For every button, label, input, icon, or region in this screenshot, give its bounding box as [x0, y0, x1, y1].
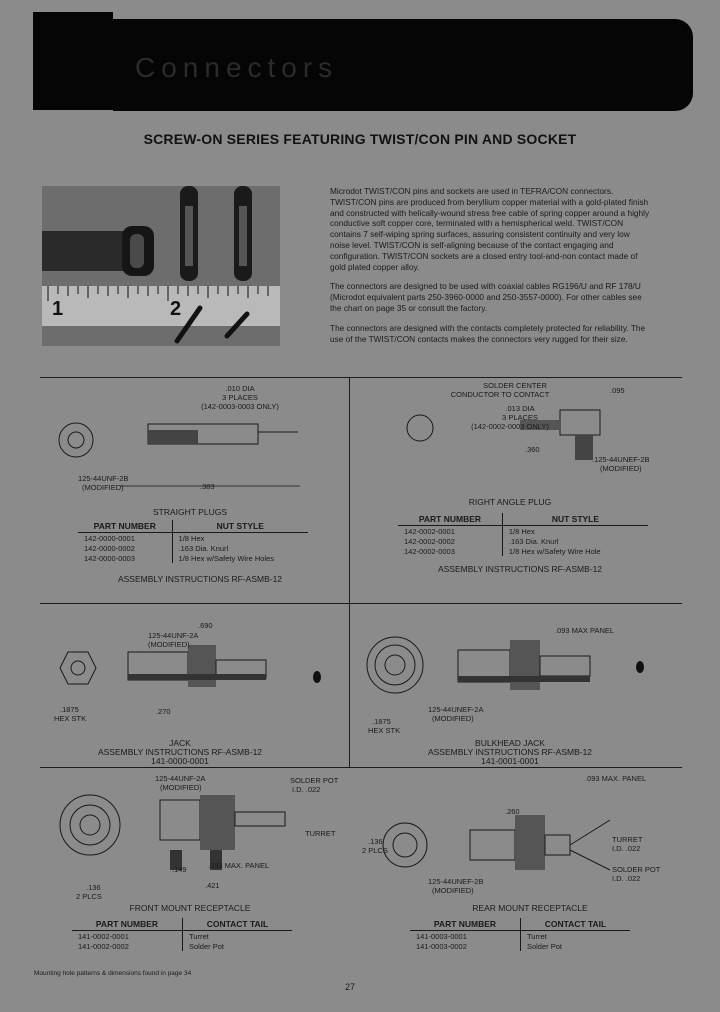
sp-dim-only: (142-0003-0003 ONLY) [201, 402, 279, 411]
sp-dim-modified: (MODIFIED) [82, 483, 124, 492]
rm-caption: REAR MOUNT RECEPTACLE [472, 903, 588, 913]
fm-part-2: 141-0002-0002 [72, 941, 182, 951]
fm-dim-solder-pot-id: I.D. .022 [292, 785, 321, 794]
sp-dim-places: 3 PLACES [222, 393, 258, 402]
rm-table-header [410, 918, 630, 931]
sp-nut-2: .163 Dia. Knurl [178, 543, 229, 553]
rm-dim-solder-pot-id: I.D. .022 [612, 874, 641, 883]
fm-header-part: PART NUMBER [72, 918, 182, 931]
rm-tail-1: Turret [526, 931, 547, 941]
sp-caption: STRAIGHT PLUGS [153, 507, 227, 517]
ra-caption: RIGHT ANGLE PLUG [468, 497, 552, 507]
jack-caption: JACK [169, 738, 191, 748]
jack-dim-thread: 125-44UNF-2A [148, 631, 199, 640]
description-paragraph-3: The connectors are designed with the contacts completely protected for reliability. The use of the TWIST/CON contacts makes the connectors very rugged for their size. [330, 322, 646, 344]
ruler-number-2: 2 [170, 298, 182, 320]
ra-header-nut: NUT STYLE [502, 513, 648, 526]
table-row [410, 941, 630, 951]
rm-dim-solder-pot: SOLDER POT [612, 865, 661, 874]
rm-dim-panel: .093 MAX. PANEL [585, 774, 647, 783]
sp-nut-3: 1/8 Hex w/Safety Wire Holes [178, 553, 274, 563]
ra-dim-thread: .125-44UNEF-2B [592, 455, 650, 464]
sp-header-nut: NUT STYLE [172, 520, 308, 533]
fm-dim-turret: TURRET [305, 829, 336, 838]
sp-part-1: 142-0000-0001 [78, 533, 172, 544]
ra-nut-3: 1/8 Hex w/Safety Wire Hole [508, 546, 601, 556]
ra-dim-d1: .095 [610, 386, 625, 395]
jack-dim-modified: (MODIFIED) [148, 640, 190, 649]
rm-dim-turret-id: I.D. .022 [612, 844, 641, 853]
rm-dim-turret: TURRET [612, 835, 643, 844]
ra-part-3: 142-0002-0003 [398, 546, 502, 556]
bh-dim-modified: (MODIFIED) [432, 714, 474, 723]
ra-part-2: 142-0002-0002 [398, 536, 502, 546]
sp-dim-thread: 125-44UNF-2B [78, 474, 129, 483]
ruler-number-1: 1 [52, 298, 64, 320]
rm-part-1: 141-0003-0001 [410, 931, 520, 942]
bh-dim-hex: .1875 [372, 717, 391, 726]
sp-part-2: 142-0000-0002 [78, 543, 172, 553]
sp-assembly: ASSEMBLY INSTRUCTIONS RF-ASMB-12 [117, 574, 283, 584]
rm-table [410, 918, 630, 951]
rm-header-tail: CONTACT TAIL [520, 918, 630, 931]
banner-title: Connectors [135, 52, 339, 83]
fm-dim-d2: .421 [205, 881, 220, 890]
bh-dim-panel: .093 MAX PANEL [555, 626, 615, 635]
ra-dim-only: (142-0002-0003 ONLY) [471, 422, 549, 431]
bh-part: 141-0001-0001 [481, 756, 539, 766]
jack-dim-d: .270 [156, 707, 171, 716]
jack-part: 141-0000-0001 [151, 756, 209, 766]
fm-dim-thread: 125-44UNF-2A [155, 774, 206, 783]
bh-dim-thread: 125-44UNEF-2A [428, 705, 484, 714]
sp-nut-1: 1/8 Hex [178, 533, 205, 543]
ra-part-1: 142-0002-0001 [398, 526, 502, 537]
fm-dim-holes: 2 PLCS [76, 892, 102, 901]
page-number: 27 [344, 982, 355, 992]
rm-dim-d1: .260 [505, 807, 520, 816]
sp-dim-len: .383 [200, 482, 215, 491]
description-paragraph-2: The connectors are designed to be used with coaxial cables RG196/U and RF 178/U (Microdot equivalent parts 250-3960-0000 and 250-3557-0000). For other cables see the chart on page 35 or consult the factory. [330, 281, 642, 313]
rm-dim-holes-dia: .136 [368, 837, 383, 846]
rm-dim-thread: 125-44UNEF-2B [428, 877, 484, 886]
rm-tail-2: Solder Pot [526, 941, 562, 951]
jack-assembly: ASSEMBLY INSTRUCTIONS RF-ASMB-12 [97, 747, 263, 757]
sp-header-part: PART NUMBER [78, 520, 172, 533]
bh-caption: BULKHEAD JACK [475, 738, 545, 748]
description-paragraph-1: Microdot TWIST/CON pins and sockets are used in TEFRA/CON connectors. TWIST/CON pins are produced from beryllium copper material with a gold-plated finish and constructed with helically-wound stress free cable of spring copper around a highly conductive soft copper core, terminated with a hemispherical weld. TWIST/CON contains 7 self-wiping spring surfaces, assuring consistent continuity and very low noise level. TWIST/CON is self-aligning because of the contact engaging and configuration. TWIST/CON sockets are a closed entry tool-and-non contact made of gold plated copper alloy. [330, 186, 650, 272]
fm-tail-1: Turret [188, 931, 209, 941]
fm-header-tail: CONTACT TAIL [182, 918, 292, 931]
rm-dim-modified: (MODIFIED) [432, 886, 474, 895]
fm-dim-panel: .093 MAX. PANEL [208, 861, 270, 870]
jack-dim-hex: .1875 [60, 705, 79, 714]
ra-dim-d2: .360 [525, 445, 540, 454]
page-heading: SCREW-ON SERIES FEATURING TWIST/CON PIN AND SOCKET [143, 131, 577, 147]
ra-dim-places: 3 PLACES [502, 413, 538, 422]
ra-dim-modified: (MODIFIED) [600, 464, 642, 473]
fm-tail-2: Solder Pot [188, 941, 224, 951]
ra-nut-1: 1/8 Hex [508, 526, 535, 536]
jack-dim-hex-lbl: HEX STK [54, 714, 87, 723]
ra-dim-solder-center: SOLDER CENTER [483, 381, 547, 390]
rm-header-part: PART NUMBER [410, 918, 520, 931]
sp-part-3: 142-0000-0003 [78, 553, 172, 563]
footnote: Mounting hole patterns & dimensions found in page 34 [34, 970, 192, 977]
table-row [410, 931, 630, 942]
rm-part-2: 141-0003-0002 [410, 941, 520, 951]
ra-dim-conductor: CONDUCTOR TO CONTACT [450, 390, 550, 399]
ra-nut-2: .163 Dia. Knurl [508, 536, 559, 546]
jack-dim-len: .690 [198, 621, 213, 630]
fm-dim-solder-pot: SOLDER POT [290, 776, 339, 785]
ra-dim-dia: .013 DIA [505, 404, 535, 413]
fm-dim-holes-dia: .136 [86, 883, 101, 892]
fm-dim-modified: (MODIFIED) [160, 783, 202, 792]
sp-dim-dia: .010 DIA [225, 384, 255, 393]
bh-assembly: ASSEMBLY INSTRUCTIONS RF-ASMB-12 [427, 747, 593, 757]
bh-dim-hex-lbl: HEX STK [368, 726, 401, 735]
fm-dim-d1: .149 [172, 865, 187, 874]
ra-header-part: PART NUMBER [398, 513, 502, 526]
rm-dim-holes: 2 PLCS [362, 846, 388, 855]
fm-part-1: 141-0002-0001 [72, 931, 182, 942]
ra-assembly: ASSEMBLY INSTRUCTIONS RF-ASMB-12 [437, 564, 603, 574]
fm-caption: FRONT MOUNT RECEPTACLE [129, 903, 251, 913]
